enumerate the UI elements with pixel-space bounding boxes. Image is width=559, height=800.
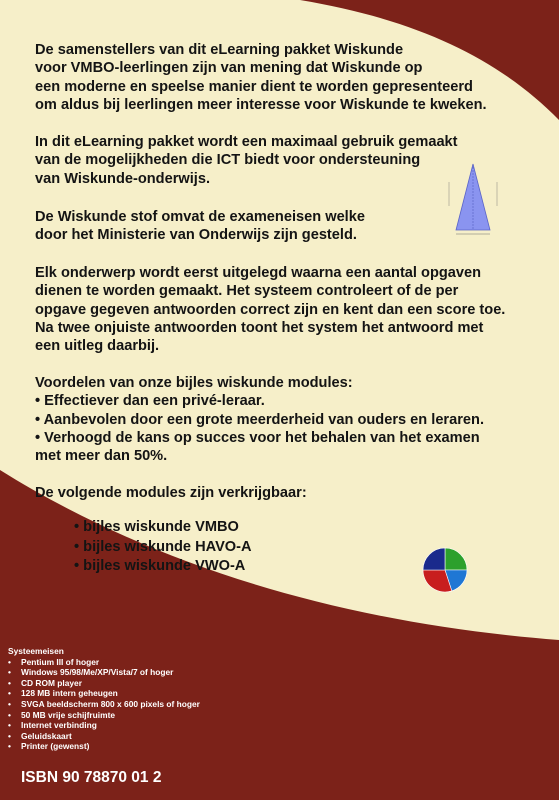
- text-line: In dit eLearning pakket wordt een maximaal gebruik gemaakt: [35, 134, 458, 150]
- isbn-number: ISBN 90 78870 01 2: [21, 769, 162, 786]
- text-line: dienen te worden gemaakt. Het systeem controleert of de per: [35, 283, 459, 300]
- system-heading: Systeemeisen: [8, 646, 64, 656]
- text-line: De samenstellers van dit eLearning pakket Wiskunde: [35, 42, 404, 58]
- list-item: • bijles wiskunde VMBO: [74, 519, 239, 535]
- triangle-illustration: [443, 160, 503, 238]
- ict-paragraph: [35, 133, 458, 188]
- modules-heading: [35, 484, 307, 502]
- advantages-heading: Voordelen van onze bijles wiskunde modules:: [35, 375, 353, 391]
- list-item: • Printer (gewenst): [8, 741, 90, 752]
- list-item: • Verhoogd de kans op succes voor het behalen van het examen: [35, 429, 480, 446]
- text-line: een uitleg daarbij.: [35, 338, 160, 355]
- system-requirements: [8, 646, 200, 752]
- list-item: • bijles wiskunde VWO-A: [74, 558, 246, 574]
- text-line: een moderne en speelse manier dient te worden gepresenteerd: [35, 78, 473, 95]
- text-line: voor VMBO-leerlingen zijn van mening dat Wiskunde op: [35, 60, 423, 77]
- list-item: • Aanbevolen door een grote meerderheid van ouders en leraren.: [35, 411, 484, 428]
- text-line: om aldus bij leerlingen meer interesse voor Wiskunde te kweken.: [35, 96, 487, 113]
- list-item: • Internet verbinding: [8, 720, 97, 731]
- list-item: • Windows 95/98/Me/XP/Vista/7 of hoger: [8, 667, 174, 678]
- pie-chart-illustration: [415, 540, 475, 600]
- list-item: • Geluidskaart: [8, 730, 72, 741]
- list-item: • Pentium III of hoger: [8, 656, 100, 667]
- list-item: • Effectiever dan een privé-leraar.: [35, 393, 265, 410]
- pie-slice: [423, 548, 445, 570]
- text-line: opgave gegeven antwoorden correct zijn en kent dan een score toe.: [35, 301, 506, 318]
- list-item: met meer dan 50%.: [35, 448, 168, 465]
- pie-slice: [445, 548, 467, 570]
- list-item: • 50 MB vrije schijfruimte: [8, 709, 116, 720]
- text-line: Na twee onjuiste antwoorden toont het system het antwoord met: [35, 319, 484, 336]
- list-item: • bijles wiskunde HAVO-A: [74, 538, 252, 555]
- method-paragraph: [35, 264, 505, 355]
- modules-heading-text: De volgende modules zijn verkrijgbaar:: [35, 485, 307, 501]
- text-line: door het Ministerie van Onderwijs zijn gesteld.: [35, 227, 357, 244]
- exam-paragraph: [35, 208, 365, 245]
- advantages-list: [35, 374, 484, 465]
- modules-list: [74, 518, 252, 577]
- text-line: Elk onderwerp wordt eerst uitgelegd waarna een aantal opgaven: [35, 265, 482, 281]
- intro-paragraph: [35, 41, 487, 114]
- text-line: van de mogelijkheden die ICT biedt voor ondersteuning: [35, 152, 421, 169]
- list-item: • SVGA beeldscherm 800 x 600 pixels of hoger: [8, 698, 200, 709]
- list-item: • 128 MB intern geheugen: [8, 688, 118, 699]
- list-item: • CD ROM player: [8, 677, 82, 688]
- text-line: van Wiskunde-onderwijs.: [35, 170, 211, 187]
- text-line: De Wiskunde stof omvat de exameneisen welke: [35, 209, 365, 225]
